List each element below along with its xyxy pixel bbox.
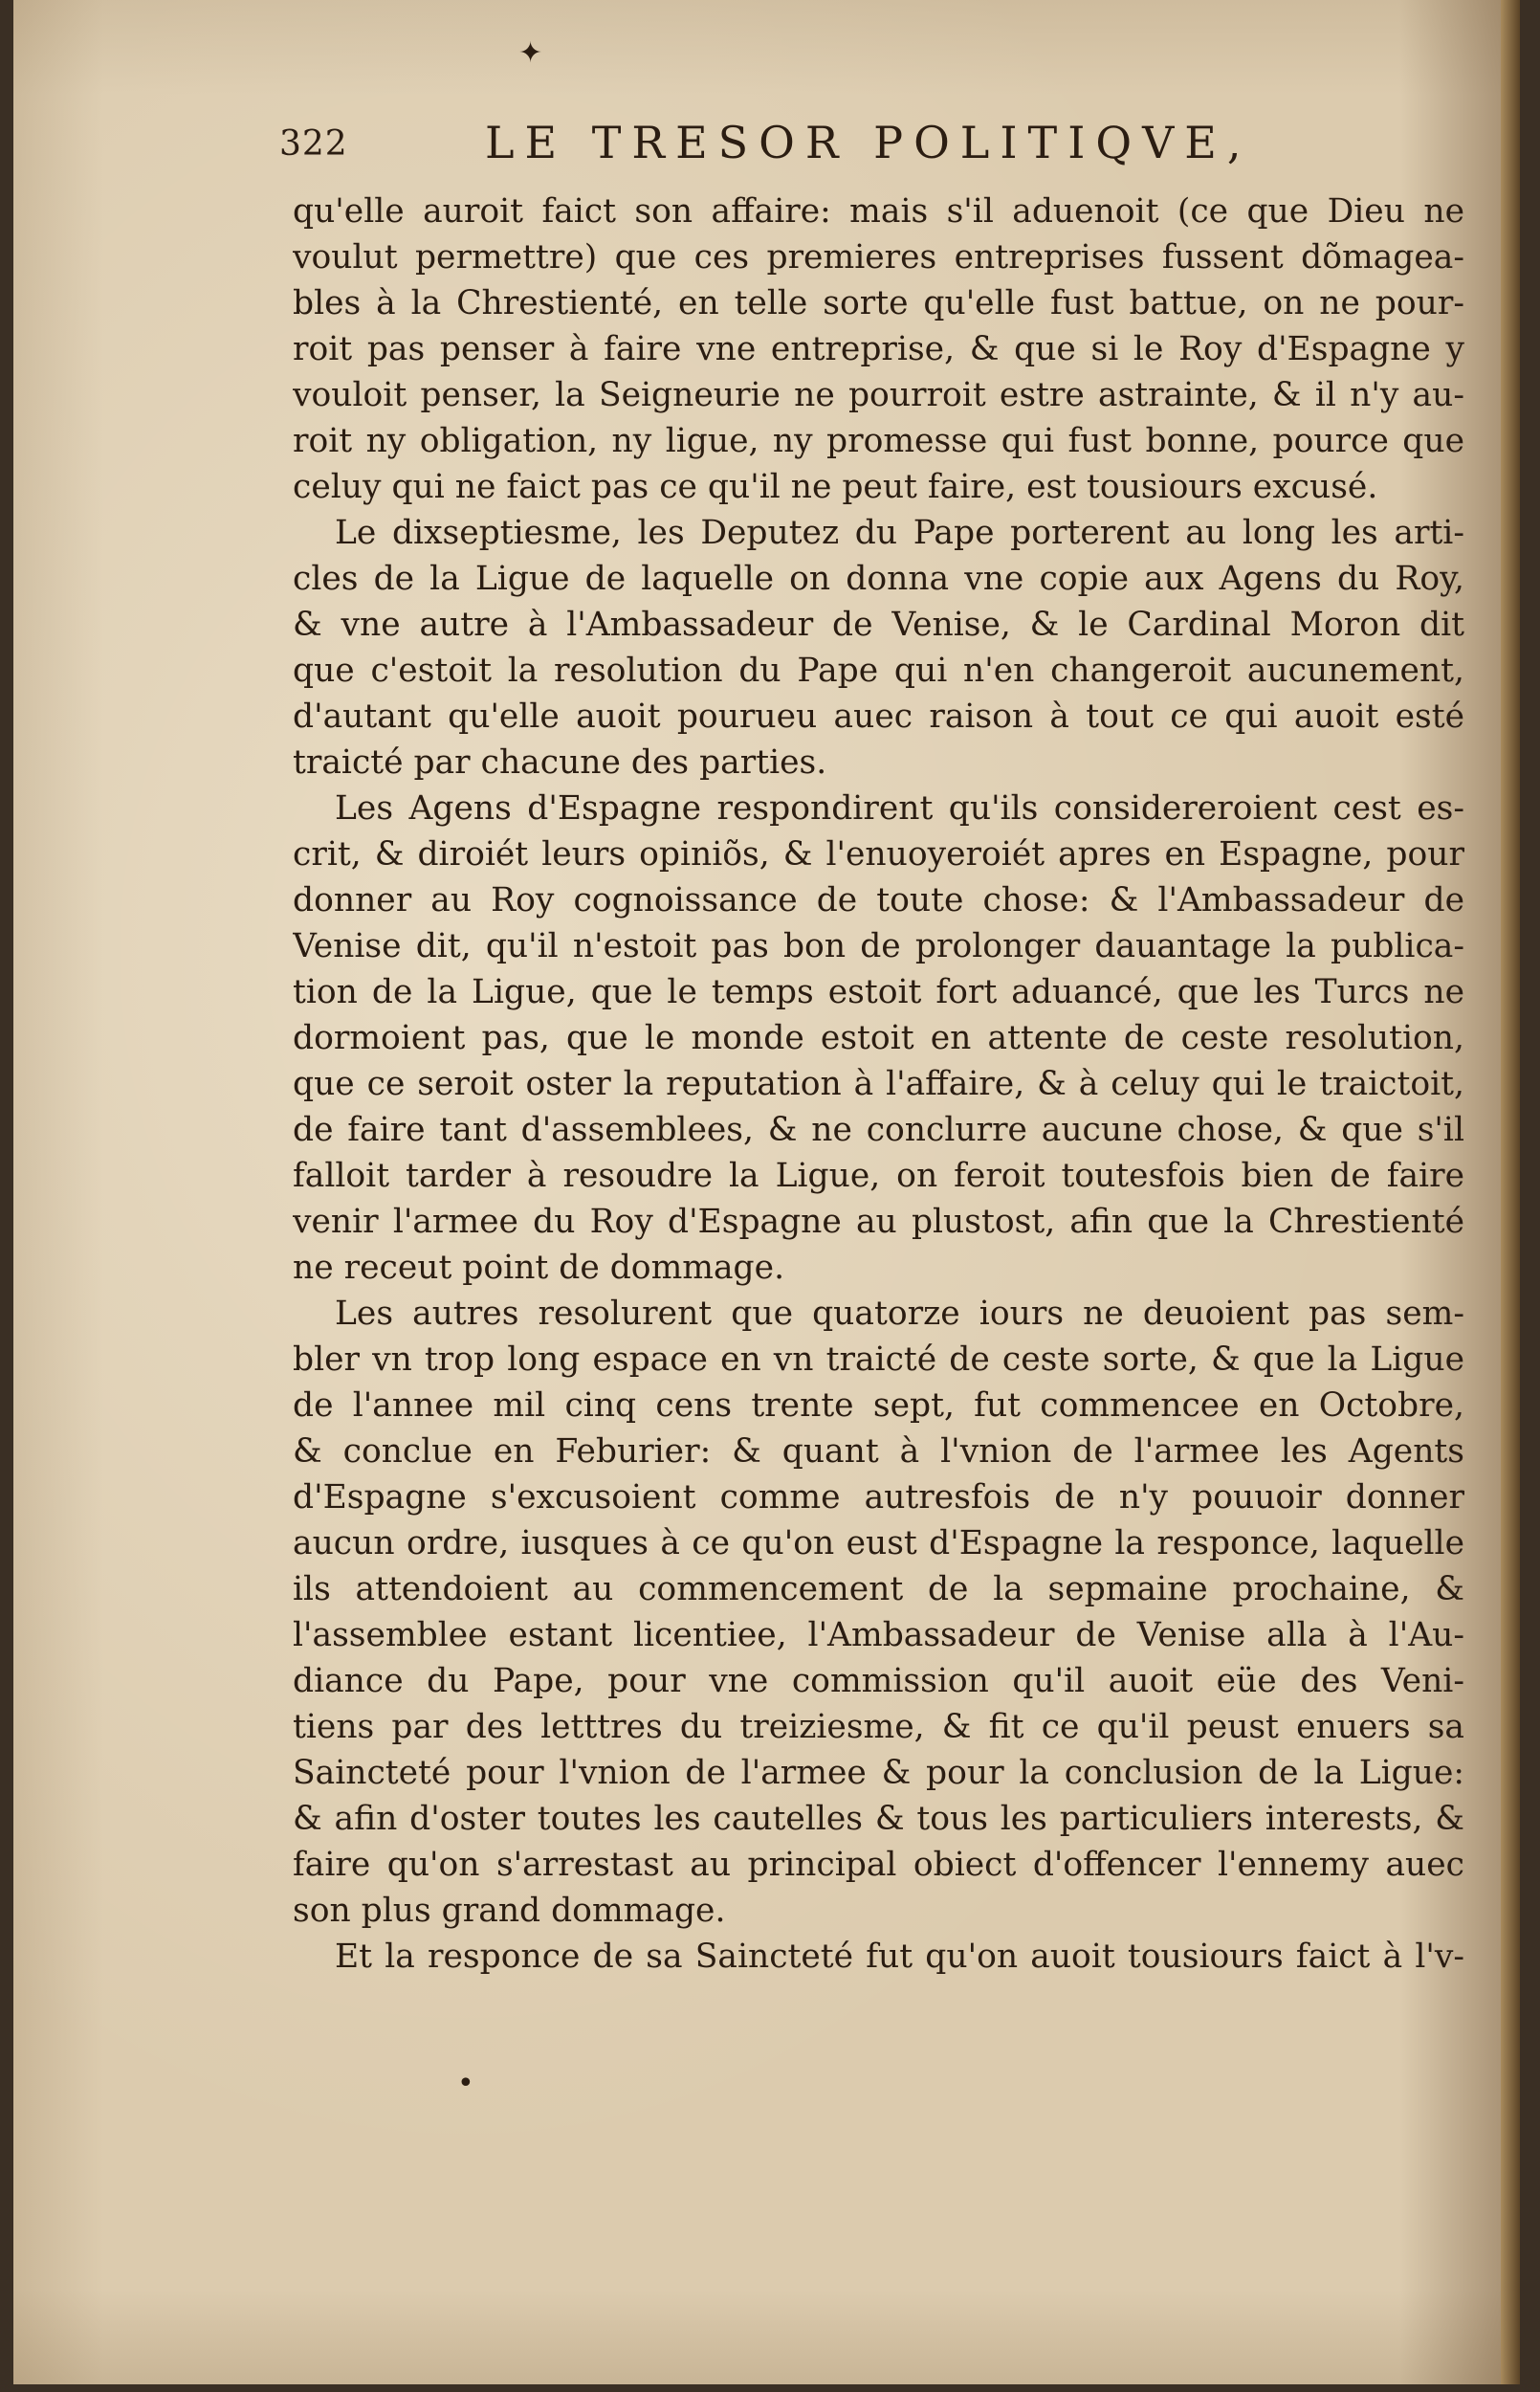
text-line: & conclue en Feburier: & quant à l'vnion de l'armee les Agents xyxy=(293,1432,1464,1471)
text-line: vouloit penser, la Seigneurie ne pourroit estre astrainte, & il n'y au- xyxy=(293,376,1464,414)
text-line: diance du Pape, pour vne commission qu'il auoit eüe des Veni- xyxy=(293,1662,1464,1700)
page-gutter-shadow xyxy=(1501,0,1520,2384)
text-line: roit pas penser à faire vne entreprise, & que si le Roy d'Espagne y xyxy=(293,330,1464,368)
text-line: roit ny obligation, ny ligue, ny promesse qui fust bonne, pource que xyxy=(293,422,1464,460)
text-line: aucun ordre, iusques à ce qu'on eust d'Espagne la responce, laquelle xyxy=(293,1524,1464,1562)
text-line: Venise dit, qu'il n'estoit pas bon de prolonger dauantage la publica- xyxy=(293,927,1464,965)
text-line: Saincteté pour l'vnion de l'armee & pour la conclusion de la Ligue: xyxy=(293,1754,1464,1792)
top-ornament-mark: ✦ xyxy=(518,36,543,70)
text-line: tiens par des letttres du treiziesme, & fit ce qu'il peust enuers sa xyxy=(293,1708,1464,1746)
text-line: l'assemblee estant licentiee, l'Ambassadeur de Venise alla à l'Au- xyxy=(293,1616,1464,1654)
page-number: 322 xyxy=(279,124,348,164)
book-page xyxy=(13,0,1520,2384)
text-line: tion de la Ligue, que le temps estoit fort aduancé, que les Turcs ne xyxy=(293,973,1464,1011)
text-line: d'autant qu'elle auoit pourueu auec raison à tout ce qui auoit esté xyxy=(293,698,1464,736)
text-line: bler vn trop long espace en vn traicté de ceste sorte, & que la Ligue xyxy=(293,1340,1464,1379)
text-line: crit, & diroiét leurs opiniõs, & l'enuoyeroiét apres en Espagne, pour xyxy=(293,835,1464,874)
paragraph-start-line: Le dixseptiesme, les Deputez du Pape porterent au long les arti- xyxy=(335,514,1464,552)
running-title: LE TRESOR POLITIQVE, xyxy=(485,117,1252,168)
text-line: venir l'armee du Roy d'Espagne au plustost, afin que la Chrestienté xyxy=(293,1203,1464,1241)
text-line: d'Espagne s'excusoient comme autresfois de n'y pouuoir donner xyxy=(293,1478,1464,1517)
text-line: celuy qui ne faict pas ce qu'il ne peut faire, est tousiours excusé. xyxy=(293,468,1378,506)
text-line: de faire tant d'assemblees, & ne conclurre aucune chose, & que s'il xyxy=(293,1111,1464,1149)
text-line: dormoient pas, que le monde estoit en attente de ceste resolution, xyxy=(293,1019,1464,1057)
text-line: ils attendoient au commencement de la sepmaine prochaine, & xyxy=(293,1570,1464,1608)
text-line: ne receut point de dommage. xyxy=(293,1249,785,1287)
text-line: & vne autre à l'Ambassadeur de Venise, & le Cardinal Moron dit xyxy=(293,606,1464,644)
text-line: donner au Roy cognoissance de toute chose: & l'Ambassadeur de xyxy=(293,881,1464,919)
paragraph-start-line: Les autres resolurent que quatorze iours ne deuoient pas sem- xyxy=(335,1295,1464,1333)
text-line: qu'elle auroit faict son affaire: mais s'il aduenoit (ce que Dieu ne xyxy=(293,192,1464,231)
text-line: falloit tarder à resoudre la Ligue, on feroit toutesfois bien de faire xyxy=(293,1157,1464,1195)
bottom-ink-mark: • xyxy=(457,2067,474,2100)
text-line: traicté par chacune des parties. xyxy=(293,743,827,782)
text-line: cles de la Ligue de laquelle on donna vne copie aux Agens du Roy, xyxy=(293,560,1464,598)
text-line: son plus grand dommage. xyxy=(293,1892,726,1930)
text-line: que ce seroit oster la reputation à l'affaire, & à celuy qui le traictoit, xyxy=(293,1065,1464,1103)
body-text xyxy=(293,188,1464,1980)
text-line: & afin d'oster toutes les cautelles & tous les particuliers interests, & xyxy=(293,1800,1464,1838)
page-header xyxy=(279,113,1293,180)
text-line: faire qu'on s'arrestast au principal obiect d'offencer l'ennemy auec xyxy=(293,1846,1464,1884)
text-line: que c'estoit la resolution du Pape qui n'en changeroit aucunement, xyxy=(293,652,1464,690)
paragraph-start-line: Et la responce de sa Saincteté fut qu'on auoit tousiours faict à l'v- xyxy=(335,1938,1464,1976)
text-line: bles à la Chrestienté, en telle sorte qu'elle fust battue, on ne pour- xyxy=(293,284,1464,322)
paragraph-start-line: Les Agens d'Espagne respondirent qu'ils considereroient cest es- xyxy=(335,789,1464,828)
text-line: voulut permettre) que ces premieres entreprises fussent dõmagea- xyxy=(293,238,1464,277)
text-line: de l'annee mil cinq cens trente sept, fut commencee en Octobre, xyxy=(293,1386,1464,1425)
